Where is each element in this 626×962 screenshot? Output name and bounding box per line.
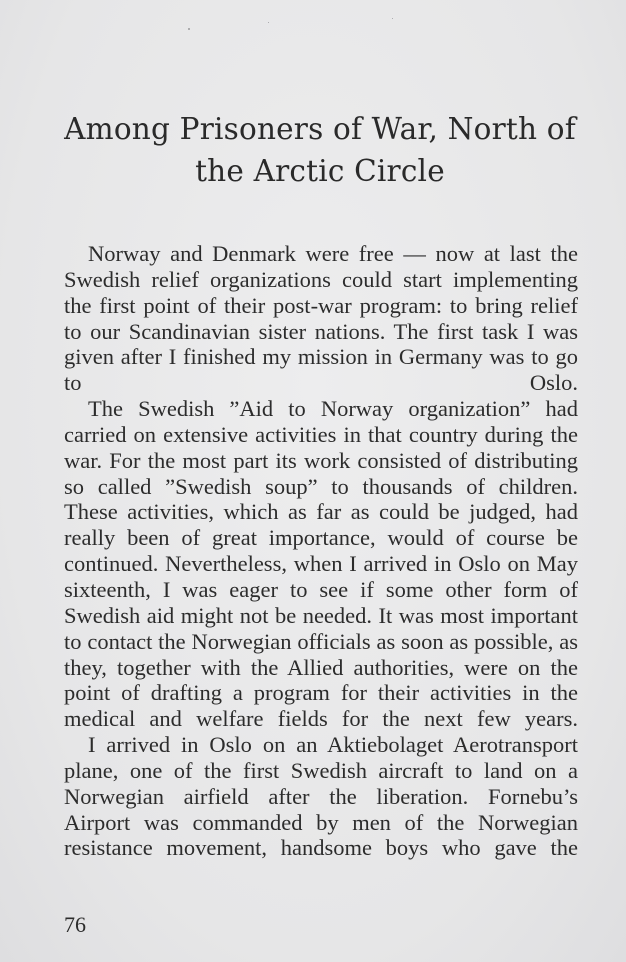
paper-speck — [268, 22, 269, 23]
paper-speck — [188, 28, 190, 30]
paragraph: The Swedish ”Aid to Norway organization” had carried on extensive activities in that country during the war. For the most part its work consisted of distributing so called ”Swedish soup” to thousands of children. These activities, which as far as could be judged, had really been of great importance, would of course be continued. Nevertheless, when I arrived in Oslo on May sixteenth, I was eager to see if some other form of Swedish aid might not be needed. It was most important to contact the Norwegian officials as soon as possible, as they, together with the Allied authorities, were on the point of drafting a program for their activities in the medical and welfare fields for the next few years. — [64, 396, 578, 732]
paragraph: Norway and Denmark were free — now at last the Swedish relief organizations could start implementing the first point of their post-war program: to bring relief to our Scandinavian sister nations. The first task I was given after I finished my mission in Germany was to go to Oslo. — [64, 241, 578, 396]
page-number: 76 — [64, 912, 86, 937]
paragraph: I arrived in Oslo on an Aktiebolaget Aerotransport plane, one of the first Swedish aircraft to land on a Norwegian airfield after the liberation. Fornebu’s Airport was commanded by men of the Norwegian resistance movement, handsome boys who gave the — [64, 732, 578, 861]
paper-speck — [392, 18, 393, 19]
chapter-title: Among Prisoners of War, North of the Arctic Circle — [64, 112, 576, 188]
body-text — [64, 241, 578, 861]
